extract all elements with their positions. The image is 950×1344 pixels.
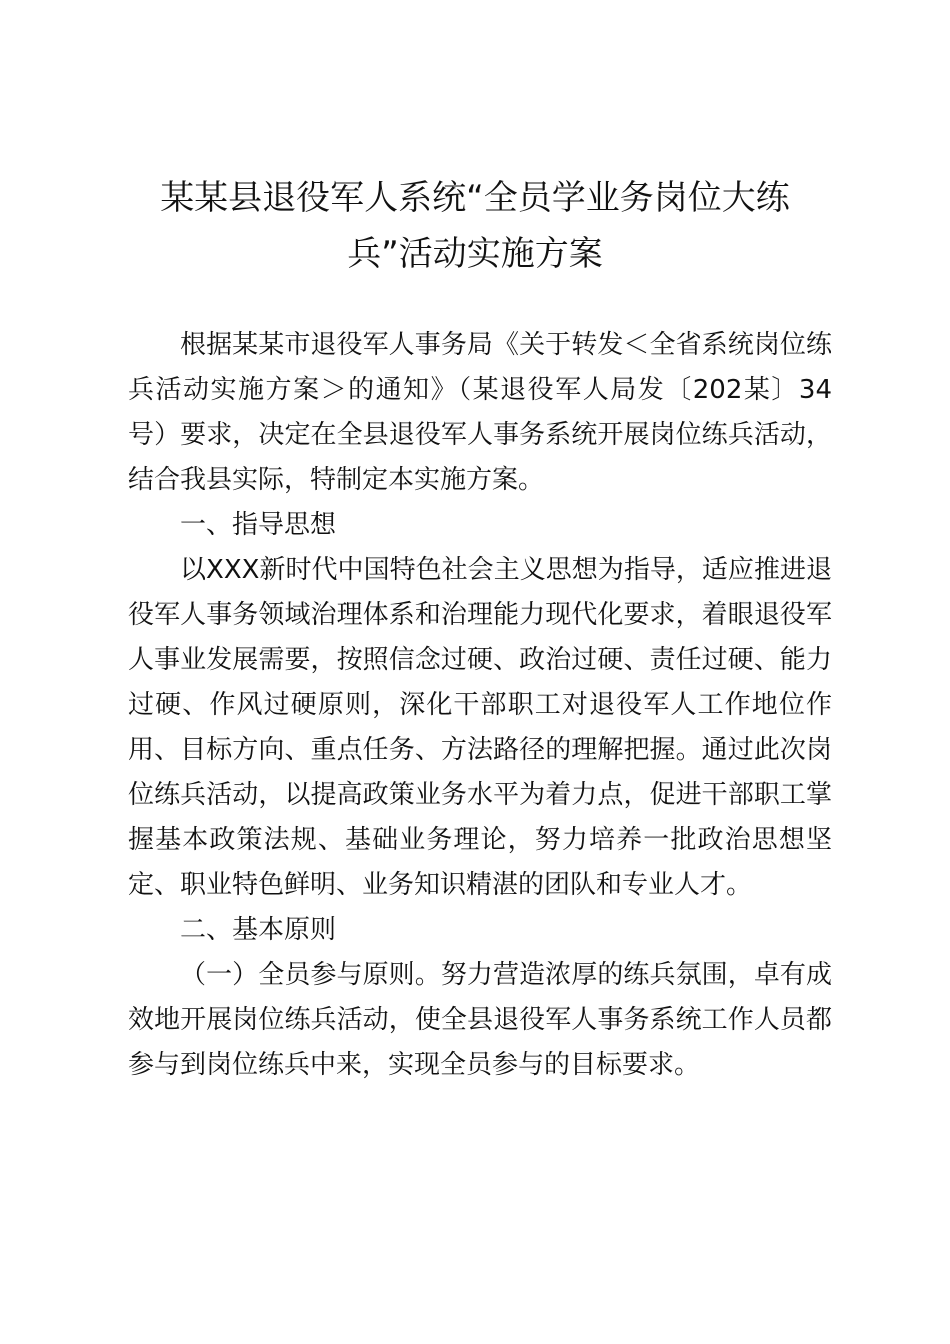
intro-paragraph: 根据某某市退役军人事务局《关于转发＜全省系统岗位练兵活动实施方案＞的通知》（某退役军人局发〔202某〕34号）要求，决定在全县退役军人事务系统开展岗位练兵活动，结合我县实际，特制定本实施方案。 (128, 330, 832, 495)
section-heading-basic-principles: 二、基本原则 (180, 915, 337, 945)
principle-full-participation-paragraph: （一）全员参与原则。努力营造浓厚的练兵氛围，卓有成效地开展岗位练兵活动，使全县退役军人事务系统工作人员都参与到岗位练兵中来，实现全员参与的目标要求。 (128, 960, 832, 1080)
document-body (128, 323, 832, 1088)
guiding-thought-paragraph: 以XXX新时代中国特色社会主义思想为指导，适应推进退役军人事务领域治理体系和治理能力现代化要求，着眼退役军人事业发展需要，按照信念过硬、政治过硬、责任过硬、能力过硬、作风过硬原则，深化干部职工对退役军人工作地位作用、目标方向、重点任务、方法路径的理解把握。通过此次岗位练兵活动，以提高政策业务水平为着力点，促进干部职工掌握基本政策法规、基础业务理论，努力培养一批政治思想坚定、职业特色鲜明、业务知识精湛的团队和专业人才。 (128, 555, 832, 900)
section-heading-guiding-thought: 一、指导思想 (180, 510, 337, 540)
document-title: 某某县退役军人系统“全员学业务岗位大练兵”活动实施方案 (160, 178, 790, 274)
